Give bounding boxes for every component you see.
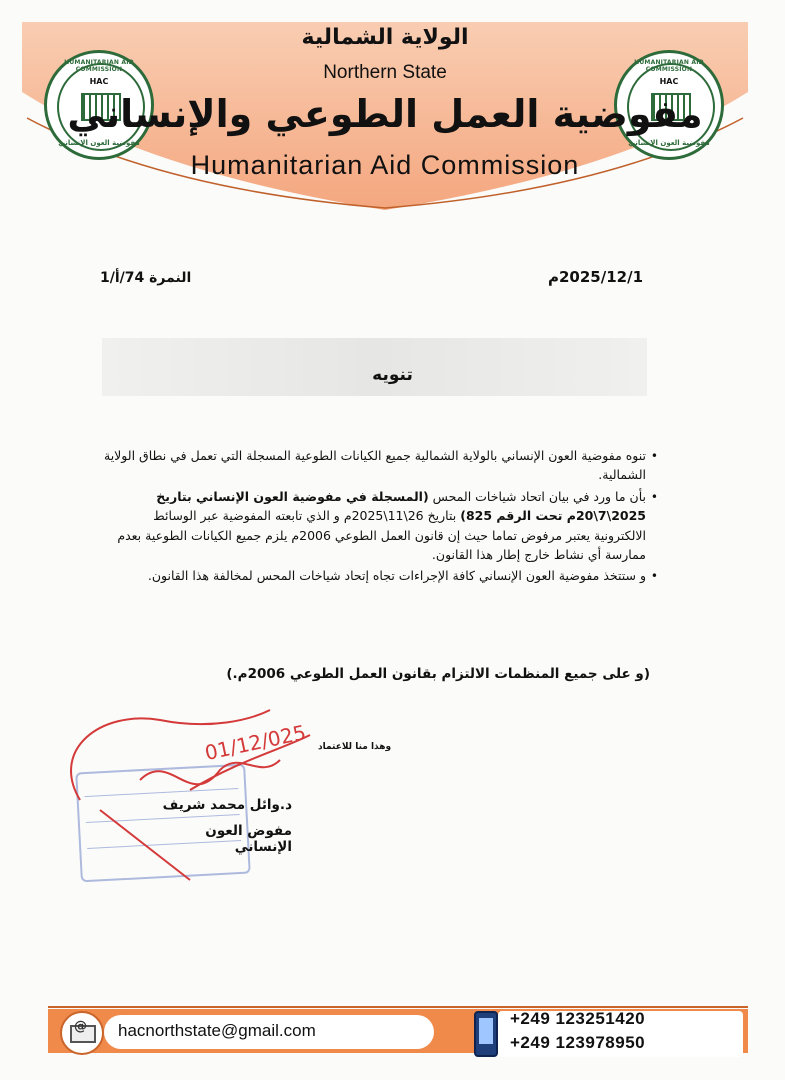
phone-number-1: +249 123251420 xyxy=(510,1009,646,1028)
list-item xyxy=(100,446,658,485)
email-icon: @ xyxy=(60,1011,104,1055)
arabic-commission-name: مفوضية العمل الطوعي والإنساني xyxy=(67,92,703,136)
phone-icon xyxy=(474,1011,498,1057)
notice-title: تنويه xyxy=(372,365,413,385)
hac-logo-left: HUMANITARIAN AID COMMISSION HAC مفوضية العون الإنساني xyxy=(44,50,154,160)
list-item xyxy=(100,487,658,565)
signatory-title: مفوض العون الإنساني xyxy=(205,823,292,855)
letterhead xyxy=(22,22,748,210)
arabic-state-name: الولاية الشمالية xyxy=(301,25,469,50)
english-commission-name: Humanitarian Aid Commission xyxy=(190,150,580,180)
approval-note: وهذا منا للاعتماد xyxy=(318,742,392,752)
paragraph-2-start: بأن ما ورد في بيان اتحاد شياخات المحس xyxy=(428,488,646,504)
signatory-name: د.وائل محمد شريف xyxy=(162,797,292,813)
bullet: • xyxy=(650,569,658,584)
paragraph-2-registration: (المسجلة في مفوضية العون الإنساني بتاريخ 2025\7\20م تحت الرقم 825) xyxy=(156,488,646,524)
paragraph-2-end: بتاريخ 26\11\2025م و الذي تابعته المفوضية عبر الوسائط الالكترونية يعتبر مرفوض تماما حيث إن قانون العمل الطوعي 2006م يلزم جميع الكيانات الطوعية بعدم ممارسة أي نشاط خارج إطار هذا القانون. xyxy=(117,508,646,562)
bullet: • xyxy=(650,449,658,463)
list-item xyxy=(100,566,658,585)
closing-statement: (و على جميع المنظمات الالتزام بقانون العمل الطوعي 2006م.) xyxy=(226,666,650,682)
notice-body xyxy=(100,446,660,588)
letter-date: 2025/12/1م xyxy=(548,268,644,286)
hac-logo-right: HUMANITARIAN AID COMMISSION HAC مفوضية العون الإنساني xyxy=(614,50,724,160)
paragraph-3: و ستتخذ مفوضية العون الإنساني كافة الإجراءات تجاه إتحاد شياخات المحس لمخالفة هذا القانون. xyxy=(147,568,646,584)
reference-number: النمرة 74/أ/1 xyxy=(100,270,192,286)
english-state-name: Northern State xyxy=(323,62,447,83)
bullet: • xyxy=(650,489,658,504)
handwritten-signature xyxy=(40,690,340,890)
email-address: hacnorthstate@gmail.com xyxy=(118,1021,316,1040)
footer-band xyxy=(48,1003,748,1059)
phone-number-2: +249 123978950 xyxy=(510,1033,646,1052)
paragraph-1: تنوه مفوضية العون الإنساني بالولاية الشمالية جميع الكيانات الطوعية المسجلة التي تعمل في نطاق الولاية الشمالية. xyxy=(104,448,646,483)
handwritten-date: 01/12/025 xyxy=(202,720,308,765)
